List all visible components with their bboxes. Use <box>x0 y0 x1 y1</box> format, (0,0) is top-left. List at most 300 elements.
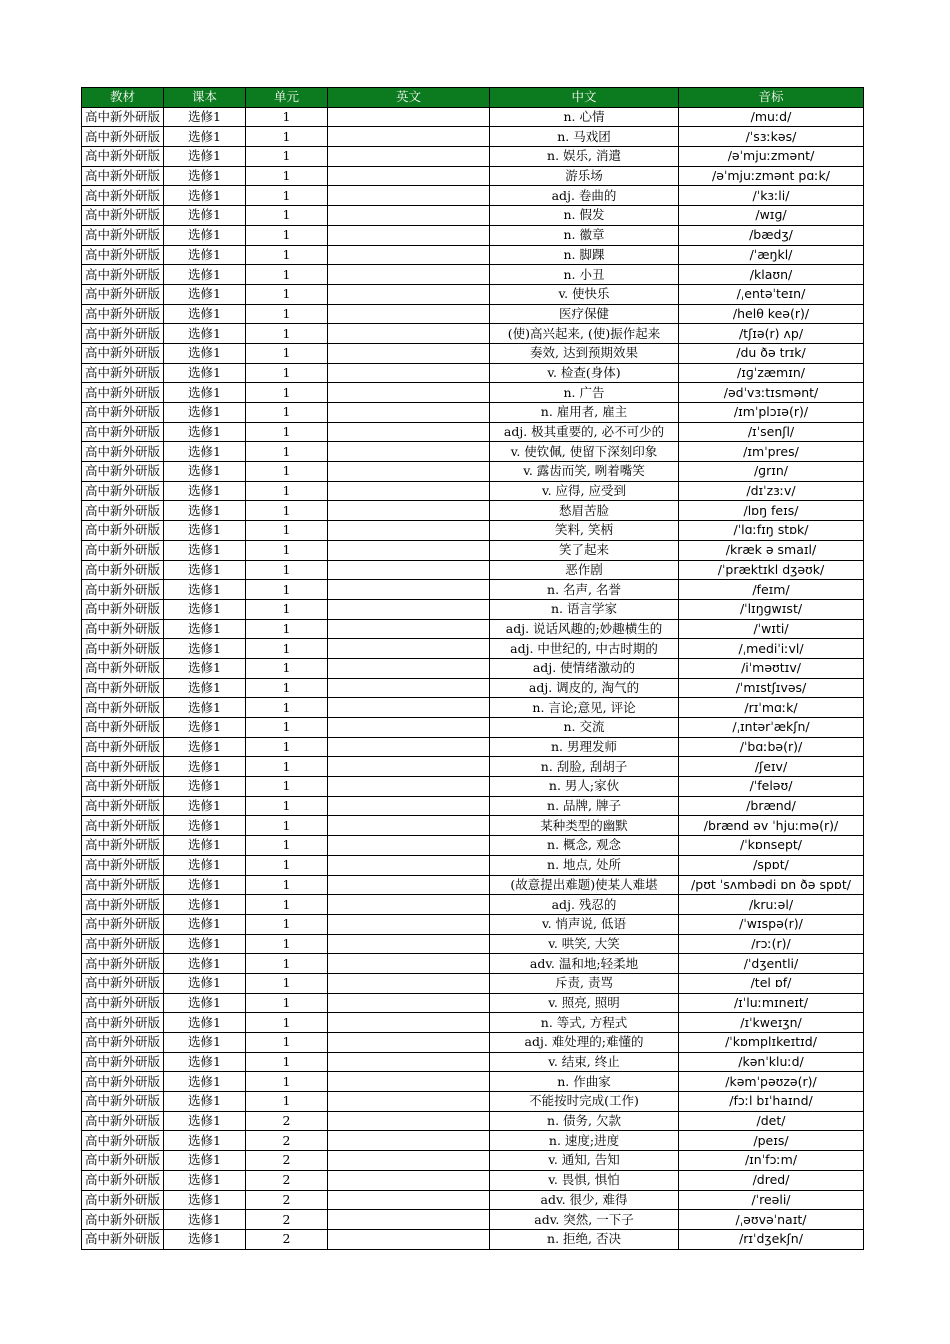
cell-chinese: v. 检查(身体) <box>490 363 679 383</box>
cell-book: 选修1 <box>164 265 246 285</box>
table-row <box>82 1151 864 1171</box>
cell-chinese: 不能按时完成(工作) <box>490 1092 679 1112</box>
cell-textbook: 高中新外研版 <box>82 1210 164 1230</box>
cell-textbook: 高中新外研版 <box>82 442 164 462</box>
cell-book: 选修1 <box>164 206 246 226</box>
table-row <box>82 875 864 895</box>
cell-chinese: n. 雇用者, 雇主 <box>490 403 679 423</box>
cell-chinese: n. 速度;进度 <box>490 1131 679 1151</box>
table-body <box>82 107 864 1249</box>
cell-unit: 1 <box>246 383 328 403</box>
cell-english <box>328 993 490 1013</box>
cell-english <box>328 639 490 659</box>
table-row <box>82 442 864 462</box>
header-unit: 单元 <box>246 88 328 108</box>
cell-phonetic: /klaʊn/ <box>679 265 864 285</box>
cell-unit: 1 <box>246 343 328 363</box>
cell-unit: 1 <box>246 324 328 344</box>
table-row <box>82 462 864 482</box>
cell-book: 选修1 <box>164 580 246 600</box>
cell-english <box>328 619 490 639</box>
cell-unit: 1 <box>246 836 328 856</box>
cell-english <box>328 914 490 934</box>
header-phonetic: 音标 <box>679 88 864 108</box>
cell-english <box>328 343 490 363</box>
cell-chinese: 游乐场 <box>490 166 679 186</box>
cell-english <box>328 1111 490 1131</box>
cell-unit: 1 <box>246 206 328 226</box>
cell-unit: 2 <box>246 1151 328 1171</box>
cell-phonetic: /du ðə trɪk/ <box>679 343 864 363</box>
cell-phonetic: /helθ keə(r)/ <box>679 304 864 324</box>
cell-unit: 1 <box>246 737 328 757</box>
cell-english <box>328 934 490 954</box>
cell-unit: 1 <box>246 954 328 974</box>
cell-unit: 1 <box>246 540 328 560</box>
cell-book: 选修1 <box>164 1151 246 1171</box>
cell-unit: 1 <box>246 816 328 836</box>
cell-phonetic: /əˈmjuːzmənt/ <box>679 147 864 167</box>
cell-chinese: n. 等式, 方程式 <box>490 1013 679 1033</box>
cell-unit: 2 <box>246 1131 328 1151</box>
cell-book: 选修1 <box>164 777 246 797</box>
cell-chinese: n. 徽章 <box>490 225 679 245</box>
cell-unit: 1 <box>246 521 328 541</box>
cell-chinese: n. 地点, 处所 <box>490 855 679 875</box>
vocabulary-table <box>81 87 864 1250</box>
cell-textbook: 高中新外研版 <box>82 737 164 757</box>
cell-unit: 1 <box>246 147 328 167</box>
header-row <box>82 88 864 108</box>
table-row <box>82 1131 864 1151</box>
cell-english <box>328 560 490 580</box>
cell-textbook: 高中新外研版 <box>82 481 164 501</box>
cell-book: 选修1 <box>164 540 246 560</box>
cell-phonetic: /ˈpræktɪkl dʒəʊk/ <box>679 560 864 580</box>
cell-book: 选修1 <box>164 1170 246 1190</box>
cell-chinese: v. 悄声说, 低语 <box>490 914 679 934</box>
table-row <box>82 718 864 738</box>
cell-english <box>328 284 490 304</box>
table-row <box>82 1072 864 1092</box>
cell-phonetic: /wɪɡ/ <box>679 206 864 226</box>
cell-book: 选修1 <box>164 245 246 265</box>
cell-book: 选修1 <box>164 1190 246 1210</box>
cell-chinese: n. 债务, 欠款 <box>490 1111 679 1131</box>
cell-book: 选修1 <box>164 1033 246 1053</box>
cell-unit: 1 <box>246 639 328 659</box>
cell-chinese: n. 言论;意见, 评论 <box>490 698 679 718</box>
cell-english <box>328 875 490 895</box>
cell-textbook: 高中新外研版 <box>82 403 164 423</box>
cell-chinese: v. 畏惧, 惧怕 <box>490 1170 679 1190</box>
cell-chinese: v. 结束, 终止 <box>490 1052 679 1072</box>
cell-english <box>328 895 490 915</box>
cell-english <box>328 1092 490 1112</box>
table-row <box>82 147 864 167</box>
cell-chinese: adj. 调皮的, 淘气的 <box>490 678 679 698</box>
cell-unit: 1 <box>246 442 328 462</box>
cell-chinese: v. 照亮, 照明 <box>490 993 679 1013</box>
cell-unit: 1 <box>246 875 328 895</box>
cell-phonetic: /ɪˈsenʃl/ <box>679 422 864 442</box>
cell-english <box>328 757 490 777</box>
cell-unit: 1 <box>246 481 328 501</box>
cell-english <box>328 147 490 167</box>
cell-textbook: 高中新外研版 <box>82 875 164 895</box>
cell-english <box>328 855 490 875</box>
cell-book: 选修1 <box>164 1072 246 1092</box>
cell-textbook: 高中新外研版 <box>82 993 164 1013</box>
cell-english <box>328 973 490 993</box>
cell-book: 选修1 <box>164 639 246 659</box>
cell-english <box>328 954 490 974</box>
cell-chinese: adv. 突然, 一下子 <box>490 1210 679 1230</box>
cell-english <box>328 383 490 403</box>
cell-chinese: v. 露齿而笑, 咧着嘴笑 <box>490 462 679 482</box>
cell-chinese: n. 脚踝 <box>490 245 679 265</box>
cell-book: 选修1 <box>164 462 246 482</box>
table-row <box>82 1052 864 1072</box>
cell-textbook: 高中新外研版 <box>82 836 164 856</box>
cell-book: 选修1 <box>164 1131 246 1151</box>
cell-book: 选修1 <box>164 895 246 915</box>
cell-textbook: 高中新外研版 <box>82 934 164 954</box>
cell-phonetic: /ˈkɜːli/ <box>679 186 864 206</box>
table-row <box>82 777 864 797</box>
table-row <box>82 166 864 186</box>
cell-phonetic: /ɪˈkweɪʒn/ <box>679 1013 864 1033</box>
table-row <box>82 1210 864 1230</box>
table-row <box>82 639 864 659</box>
cell-book: 选修1 <box>164 343 246 363</box>
cell-unit: 1 <box>246 973 328 993</box>
cell-english <box>328 1190 490 1210</box>
cell-english <box>328 796 490 816</box>
cell-book: 选修1 <box>164 501 246 521</box>
cell-book: 选修1 <box>164 914 246 934</box>
table-row <box>82 816 864 836</box>
cell-unit: 2 <box>246 1170 328 1190</box>
cell-unit: 1 <box>246 127 328 147</box>
cell-chinese: n. 广告 <box>490 383 679 403</box>
table-row <box>82 737 864 757</box>
cell-phonetic: /əˈmjuːzmənt pɑːk/ <box>679 166 864 186</box>
cell-book: 选修1 <box>164 304 246 324</box>
header-english: 英文 <box>328 88 490 108</box>
cell-phonetic: /spɒt/ <box>679 855 864 875</box>
cell-unit: 1 <box>246 1092 328 1112</box>
table-row <box>82 225 864 245</box>
cell-unit: 1 <box>246 166 328 186</box>
cell-chinese: 恶作剧 <box>490 560 679 580</box>
cell-unit: 1 <box>246 1052 328 1072</box>
cell-textbook: 高中新外研版 <box>82 599 164 619</box>
cell-book: 选修1 <box>164 757 246 777</box>
cell-book: 选修1 <box>164 481 246 501</box>
table-row <box>82 265 864 285</box>
cell-chinese: adj. 极其重要的, 必不可少的 <box>490 422 679 442</box>
cell-unit: 1 <box>246 580 328 600</box>
cell-textbook: 高中新外研版 <box>82 304 164 324</box>
cell-book: 选修1 <box>164 403 246 423</box>
cell-phonetic: /ˌəʊvəˈnaɪt/ <box>679 1210 864 1230</box>
cell-english <box>328 265 490 285</box>
cell-unit: 1 <box>246 698 328 718</box>
cell-chinese: n. 男理发师 <box>490 737 679 757</box>
cell-textbook: 高中新外研版 <box>82 895 164 915</box>
cell-textbook: 高中新外研版 <box>82 1151 164 1171</box>
cell-textbook: 高中新外研版 <box>82 698 164 718</box>
cell-unit: 1 <box>246 777 328 797</box>
cell-english <box>328 1033 490 1053</box>
cell-phonetic: /ˈmɪstʃɪvəs/ <box>679 678 864 698</box>
cell-phonetic: /iˈməʊtɪv/ <box>679 658 864 678</box>
cell-book: 选修1 <box>164 599 246 619</box>
cell-unit: 1 <box>246 757 328 777</box>
table-row <box>82 678 864 698</box>
cell-phonetic: /kəmˈpəʊzə(r)/ <box>679 1072 864 1092</box>
cell-phonetic: /bædʒ/ <box>679 225 864 245</box>
table-row <box>82 343 864 363</box>
cell-english <box>328 1131 490 1151</box>
cell-chinese: (故意提出难题)使某人难堪 <box>490 875 679 895</box>
cell-unit: 1 <box>246 1033 328 1053</box>
table-row <box>82 658 864 678</box>
cell-textbook: 高中新外研版 <box>82 107 164 127</box>
cell-english <box>328 1210 490 1230</box>
cell-english <box>328 304 490 324</box>
table-row <box>82 757 864 777</box>
cell-textbook: 高中新外研版 <box>82 186 164 206</box>
cell-phonetic: /ʃeɪv/ <box>679 757 864 777</box>
cell-english <box>328 1052 490 1072</box>
cell-unit: 2 <box>246 1210 328 1230</box>
cell-english <box>328 462 490 482</box>
cell-english <box>328 777 490 797</box>
cell-book: 选修1 <box>164 442 246 462</box>
cell-english <box>328 501 490 521</box>
table-row <box>82 540 864 560</box>
cell-english <box>328 225 490 245</box>
cell-book: 选修1 <box>164 166 246 186</box>
cell-textbook: 高中新外研版 <box>82 462 164 482</box>
table-row <box>82 560 864 580</box>
cell-chinese: n. 作曲家 <box>490 1072 679 1092</box>
cell-textbook: 高中新外研版 <box>82 777 164 797</box>
table-row <box>82 284 864 304</box>
cell-phonetic: /muːd/ <box>679 107 864 127</box>
header-chinese: 中文 <box>490 88 679 108</box>
table-row <box>82 895 864 915</box>
table-row <box>82 855 864 875</box>
cell-unit: 1 <box>246 993 328 1013</box>
cell-english <box>328 836 490 856</box>
cell-textbook: 高中新外研版 <box>82 973 164 993</box>
header-book: 课本 <box>164 88 246 108</box>
cell-phonetic: /ˈdʒentli/ <box>679 954 864 974</box>
cell-english <box>328 737 490 757</box>
cell-phonetic: /ˈkɒmplɪkeɪtɪd/ <box>679 1033 864 1053</box>
table-row <box>82 304 864 324</box>
cell-unit: 1 <box>246 422 328 442</box>
table-row <box>82 363 864 383</box>
cell-textbook: 高中新外研版 <box>82 324 164 344</box>
cell-book: 选修1 <box>164 718 246 738</box>
cell-book: 选修1 <box>164 147 246 167</box>
cell-english <box>328 1170 490 1190</box>
cell-chinese: n. 心情 <box>490 107 679 127</box>
cell-unit: 1 <box>246 265 328 285</box>
cell-textbook: 高中新外研版 <box>82 245 164 265</box>
cell-phonetic: /ˌmediˈiːvl/ <box>679 639 864 659</box>
cell-phonetic: /ˈreəli/ <box>679 1190 864 1210</box>
cell-phonetic: /pʊt ˈsʌmbədi ɒn ðə spɒt/ <box>679 875 864 895</box>
cell-unit: 1 <box>246 796 328 816</box>
cell-phonetic: /ˈlɑːfɪŋ stɒk/ <box>679 521 864 541</box>
cell-book: 选修1 <box>164 107 246 127</box>
cell-unit: 1 <box>246 284 328 304</box>
cell-phonetic: /ɡrɪn/ <box>679 462 864 482</box>
cell-textbook: 高中新外研版 <box>82 1092 164 1112</box>
cell-textbook: 高中新外研版 <box>82 284 164 304</box>
cell-chinese: v. 使快乐 <box>490 284 679 304</box>
cell-english <box>328 245 490 265</box>
cell-phonetic: /rɔː(r)/ <box>679 934 864 954</box>
cell-textbook: 高中新外研版 <box>82 1052 164 1072</box>
cell-unit: 1 <box>246 658 328 678</box>
cell-textbook: 高中新外研版 <box>82 422 164 442</box>
cell-textbook: 高中新外研版 <box>82 1170 164 1190</box>
cell-phonetic: /dred/ <box>679 1170 864 1190</box>
cell-textbook: 高中新外研版 <box>82 855 164 875</box>
cell-english <box>328 816 490 836</box>
cell-english <box>328 678 490 698</box>
cell-chinese: n. 马戏团 <box>490 127 679 147</box>
cell-phonetic: /rɪˈdʒekʃn/ <box>679 1229 864 1249</box>
cell-phonetic: /kruːəl/ <box>679 895 864 915</box>
cell-english <box>328 1072 490 1092</box>
cell-phonetic: /ɪmˈpres/ <box>679 442 864 462</box>
cell-book: 选修1 <box>164 225 246 245</box>
cell-phonetic: /peɪs/ <box>679 1131 864 1151</box>
cell-book: 选修1 <box>164 1210 246 1230</box>
cell-phonetic: /dɪˈzɜːv/ <box>679 481 864 501</box>
cell-book: 选修1 <box>164 284 246 304</box>
cell-textbook: 高中新外研版 <box>82 521 164 541</box>
table-row <box>82 324 864 344</box>
cell-book: 选修1 <box>164 186 246 206</box>
cell-chinese: n. 品牌, 牌子 <box>490 796 679 816</box>
cell-english <box>328 363 490 383</box>
cell-book: 选修1 <box>164 560 246 580</box>
table-row <box>82 1229 864 1249</box>
cell-english <box>328 166 490 186</box>
cell-phonetic: /lɒŋ feɪs/ <box>679 501 864 521</box>
cell-book: 选修1 <box>164 619 246 639</box>
table-row <box>82 934 864 954</box>
cell-phonetic: /ˌɪntərˈækʃn/ <box>679 718 864 738</box>
cell-english <box>328 107 490 127</box>
header-textbook: 教材 <box>82 88 164 108</box>
table-row <box>82 599 864 619</box>
cell-unit: 1 <box>246 895 328 915</box>
table-row <box>82 954 864 974</box>
cell-textbook: 高中新外研版 <box>82 1190 164 1210</box>
cell-unit: 1 <box>246 855 328 875</box>
cell-book: 选修1 <box>164 521 246 541</box>
cell-english <box>328 599 490 619</box>
cell-phonetic: /ɪɡˈzæmɪn/ <box>679 363 864 383</box>
cell-unit: 1 <box>246 619 328 639</box>
cell-phonetic: /brænd əv ˈhjuːmə(r)/ <box>679 816 864 836</box>
cell-chinese: n. 假发 <box>490 206 679 226</box>
cell-phonetic: /rɪˈmɑːk/ <box>679 698 864 718</box>
cell-english <box>328 658 490 678</box>
cell-textbook: 高中新外研版 <box>82 127 164 147</box>
cell-english <box>328 324 490 344</box>
cell-english <box>328 698 490 718</box>
cell-english <box>328 206 490 226</box>
cell-unit: 1 <box>246 363 328 383</box>
cell-textbook: 高中新外研版 <box>82 540 164 560</box>
cell-chinese: adj. 说话风趣的;妙趣横生的 <box>490 619 679 639</box>
cell-book: 选修1 <box>164 127 246 147</box>
cell-book: 选修1 <box>164 954 246 974</box>
table-row <box>82 698 864 718</box>
cell-textbook: 高中新外研版 <box>82 501 164 521</box>
cell-chinese: n. 娱乐, 消遣 <box>490 147 679 167</box>
cell-book: 选修1 <box>164 1111 246 1131</box>
cell-book: 选修1 <box>164 934 246 954</box>
cell-phonetic: /brænd/ <box>679 796 864 816</box>
table-row <box>82 1170 864 1190</box>
cell-unit: 1 <box>246 1072 328 1092</box>
table-row <box>82 1092 864 1112</box>
cell-chinese: 斥责, 责骂 <box>490 973 679 993</box>
cell-book: 选修1 <box>164 698 246 718</box>
cell-phonetic: /ɪˈluːmɪneɪt/ <box>679 993 864 1013</box>
cell-textbook: 高中新外研版 <box>82 166 164 186</box>
cell-book: 选修1 <box>164 737 246 757</box>
cell-textbook: 高中新外研版 <box>82 954 164 974</box>
cell-unit: 1 <box>246 462 328 482</box>
cell-phonetic: /ɪnˈfɔːm/ <box>679 1151 864 1171</box>
table-row <box>82 1013 864 1033</box>
cell-english <box>328 718 490 738</box>
cell-book: 选修1 <box>164 658 246 678</box>
cell-book: 选修1 <box>164 1013 246 1033</box>
table-row <box>82 619 864 639</box>
cell-phonetic: /feɪm/ <box>679 580 864 600</box>
cell-unit: 1 <box>246 560 328 580</box>
cell-phonetic: /kənˈkluːd/ <box>679 1052 864 1072</box>
table-row <box>82 796 864 816</box>
cell-phonetic: /ˈlɪŋɡwɪst/ <box>679 599 864 619</box>
cell-phonetic: /ˌentəˈteɪn/ <box>679 284 864 304</box>
cell-phonetic: /ˈwɪspə(r)/ <box>679 914 864 934</box>
cell-phonetic: /ədˈvɜːtɪsmənt/ <box>679 383 864 403</box>
table-row <box>82 481 864 501</box>
cell-english <box>328 442 490 462</box>
cell-book: 选修1 <box>164 875 246 895</box>
cell-phonetic: /ˈsɜːkəs/ <box>679 127 864 147</box>
cell-chinese: v. 应得, 应受到 <box>490 481 679 501</box>
cell-phonetic: /fɔːl bɪˈhaɪnd/ <box>679 1092 864 1112</box>
cell-textbook: 高中新外研版 <box>82 363 164 383</box>
cell-chinese: 笑了起来 <box>490 540 679 560</box>
cell-textbook: 高中新外研版 <box>82 383 164 403</box>
